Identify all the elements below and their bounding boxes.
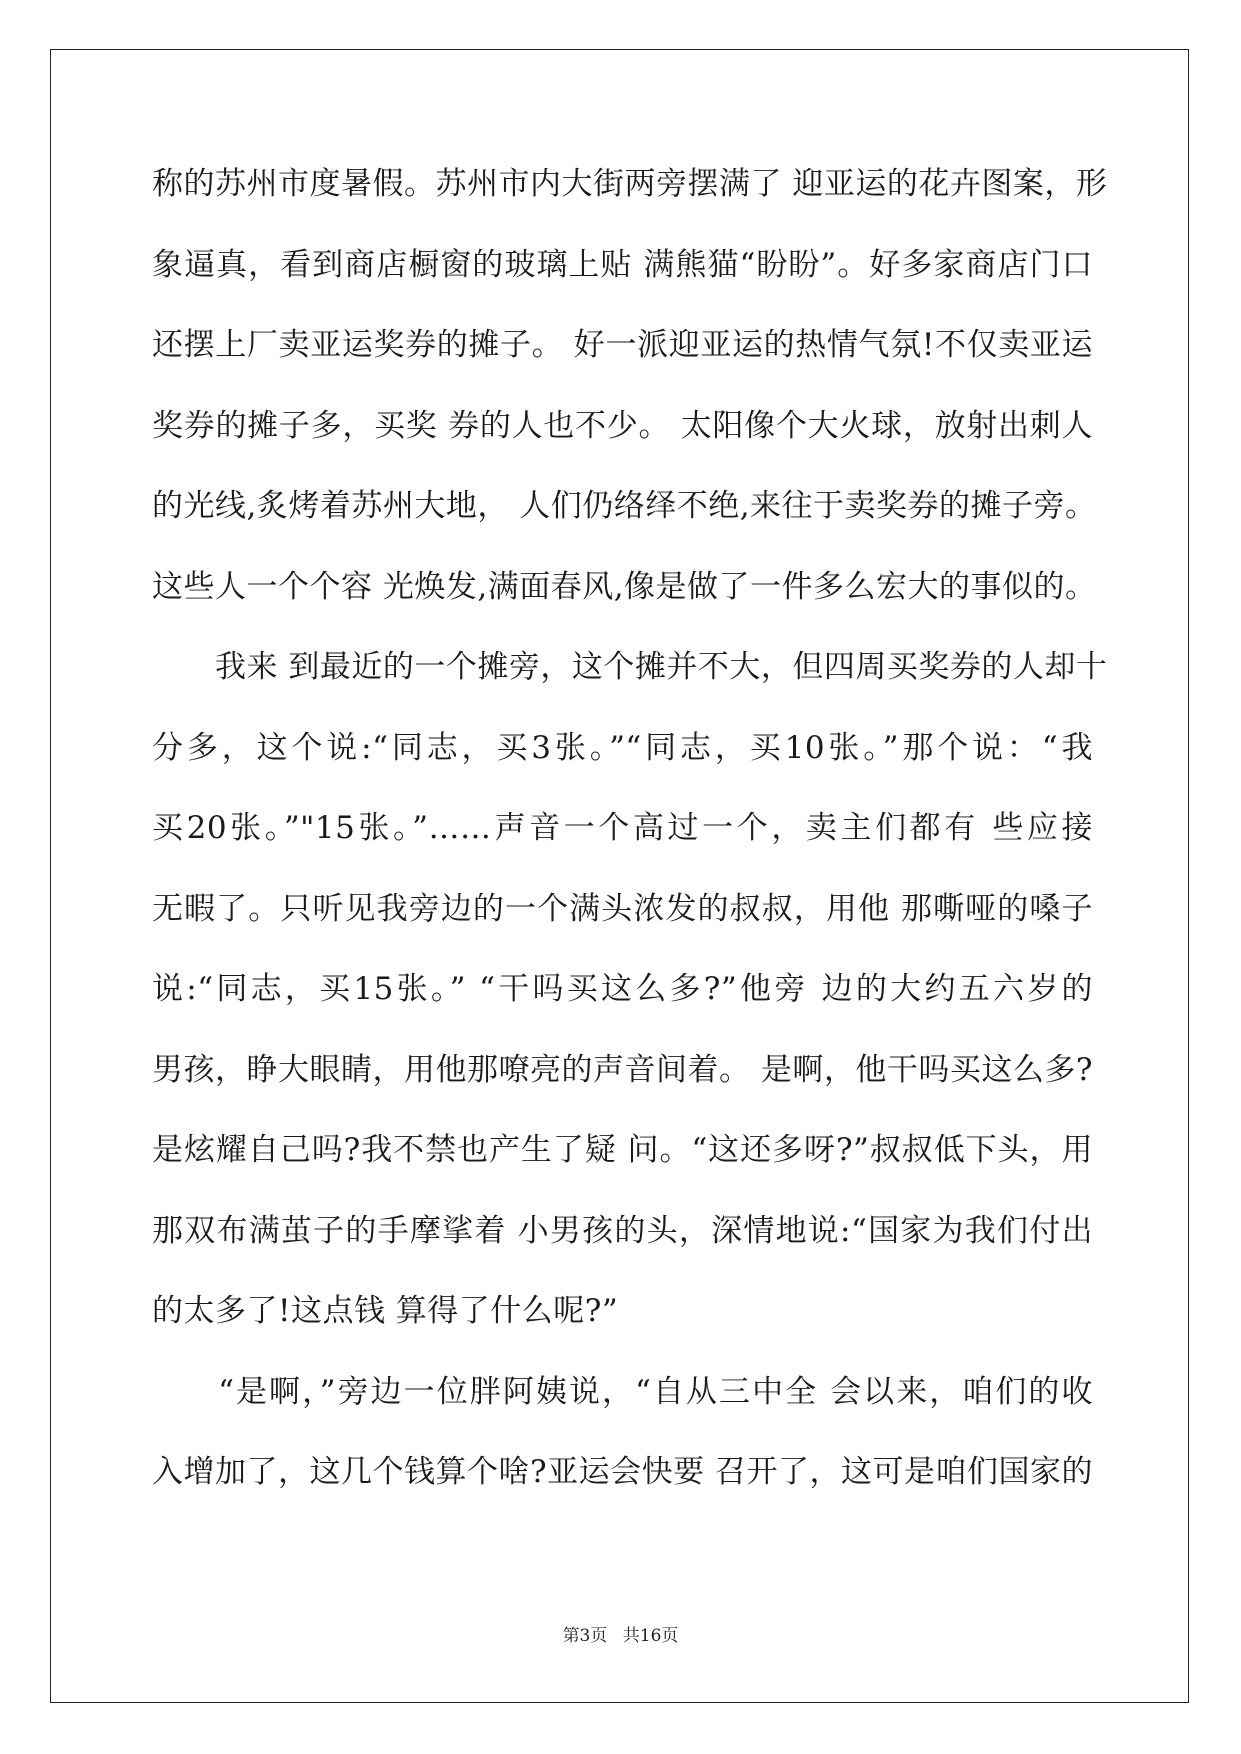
page-total: 共16页	[622, 1626, 679, 1646]
text-line: 我来 到最近的一个摊旁，这个摊并不大，但四周买奖券的人却十	[152, 649, 1108, 685]
text-line: 分多，这个说:“同志，买3张。”“同志，买10张。”那个说：“我	[152, 729, 1093, 766]
page-number: 第3页	[562, 1626, 608, 1646]
text-line: 奖券的摊子多，买奖 券的人也不少。 太阳像个大火球，放射出刺人	[152, 407, 1093, 444]
text-line: 的光线,炙烤着苏州大地， 人们仍络绎不绝,来往于卖奖券的摊子旁。	[152, 488, 1097, 524]
page-footer	[0, 1621, 1241, 1646]
text-line: “是啊，”旁边一位胖阿姨说，“自从三中全 会以来，咱们的收	[152, 1373, 1093, 1410]
text-line: 是炫耀自己吗?我不禁也产生了疑 问。“这还多呀?”叔叔低下头，用	[152, 1132, 1093, 1168]
text-line: 男孩，睁大眼睛，用他那嘹亮的声音间着。 是啊，他干吗买这么多?	[152, 1051, 1093, 1088]
text-line: 还摆上厂卖亚运奖券的摊子。 好一派迎亚运的热情气氛!不仅卖亚运	[152, 327, 1093, 363]
text-line: 说:“同志，买15张。” “干吗买这么多?”他旁 边的大约五六岁的	[152, 971, 1093, 1007]
text-line: 无暇了。只听见我旁边的一个满头浓发的叔叔，用他 那嘶哑的嗓子	[152, 890, 1093, 927]
text-line: 那双布满茧子的手摩挲着 小男孩的头，深情地说:“国家为我们付出	[152, 1212, 1093, 1249]
text-line: 的太多了!这点钱 算得了什么呢?”	[152, 1293, 619, 1329]
text-line: 称的苏州市度暑假。苏州市内大街两旁摆满了 迎亚运的花卉图案，形	[152, 166, 1108, 202]
text-line: 买20张。”"15张。”……声音一个高过一个，卖主们都有 些应接	[152, 810, 1093, 846]
text-line: 这些人一个个容 光焕发,满面春风,像是做了一件多么宏大的事似的。	[152, 568, 1097, 605]
text-line: 入增加了，这几个钱算个啥?亚运会快要 召开了，这可是咱们国家的	[152, 1454, 1093, 1490]
text-line: 象逼真，看到商店橱窗的玻璃上贴 满熊猫“盼盼”。好多家商店门口	[152, 246, 1093, 283]
document-body	[152, 160, 1108, 1529]
